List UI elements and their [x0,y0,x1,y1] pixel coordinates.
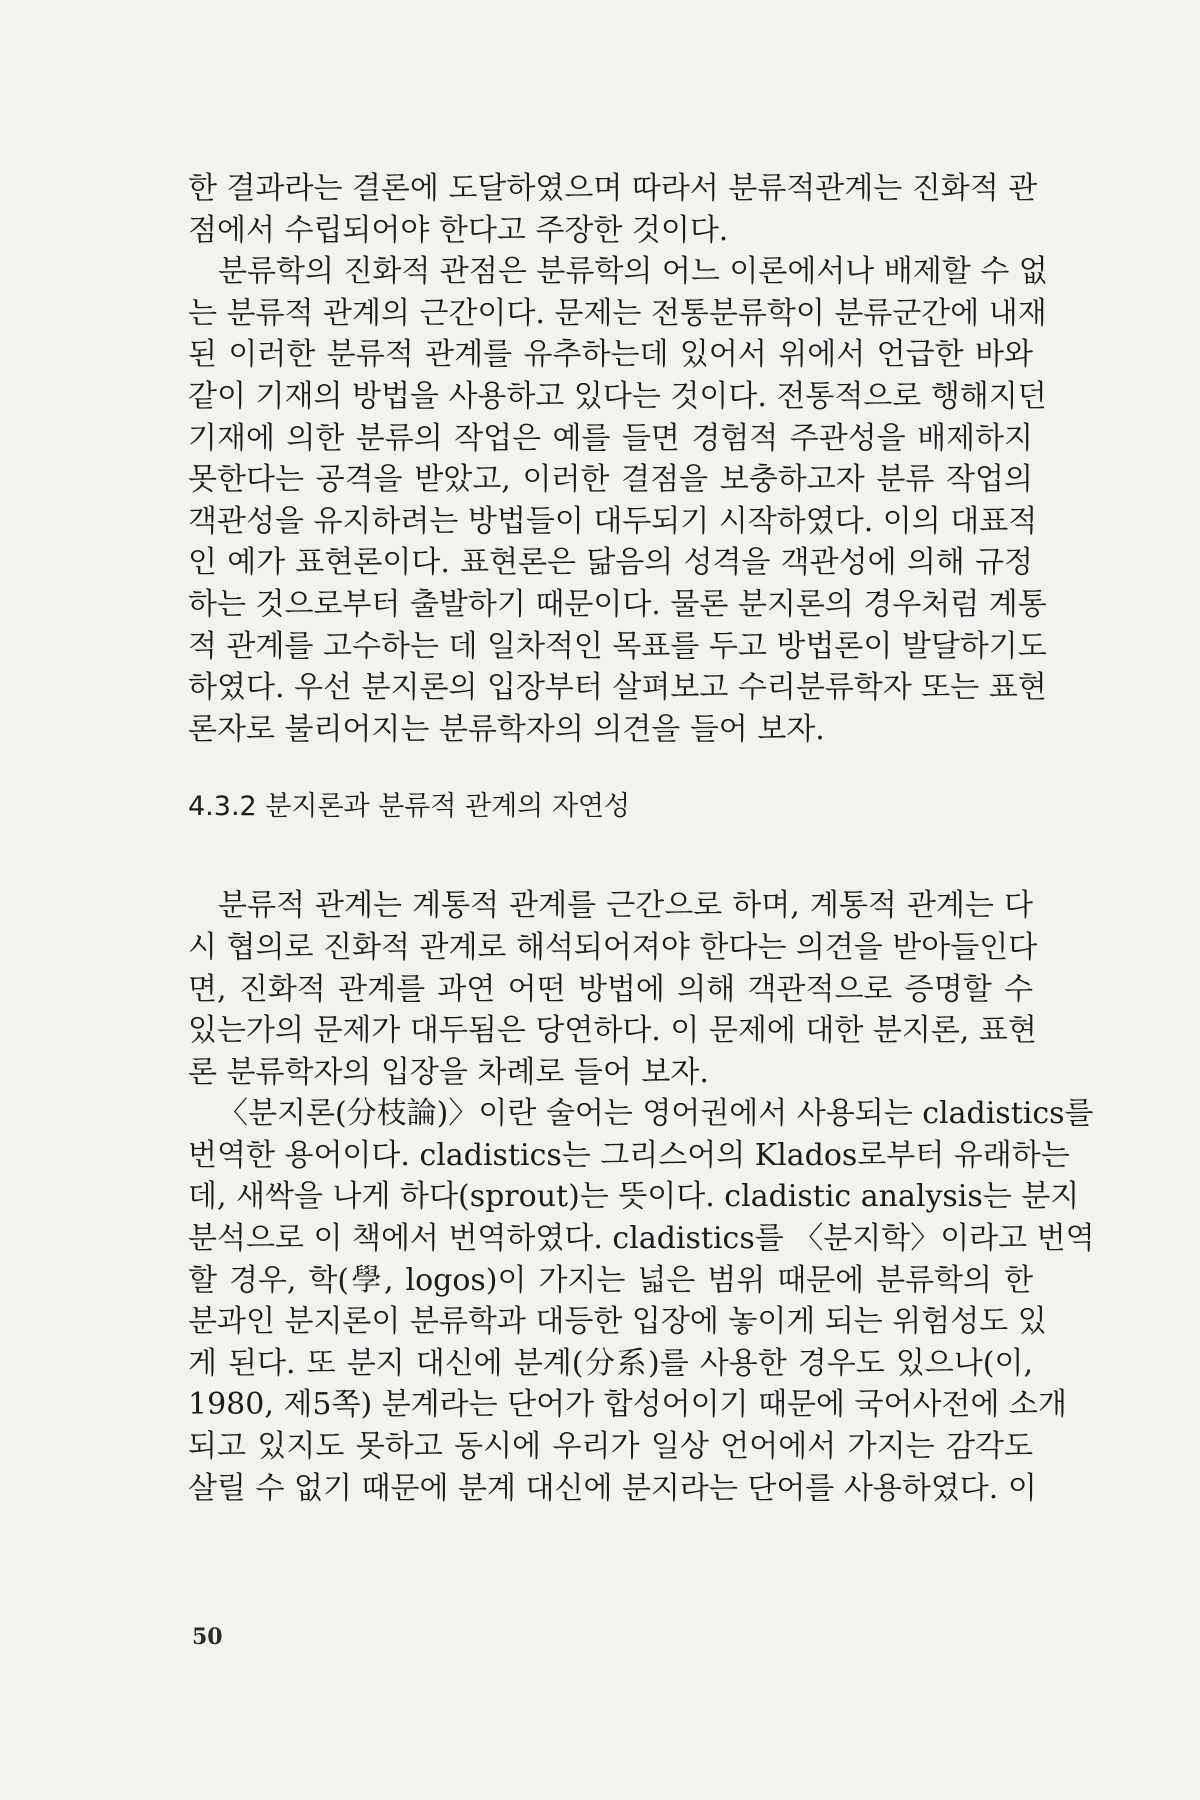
text-line: 데, 새싹을 나게 하다(sprout)는 뜻이다. cladistic analysis는 분지 [188,1179,1080,1215]
text-line: 시 협의로 진화적 관계로 해석되어져야 한다는 의견을 받아들인다 [188,929,1038,965]
text-line: 객관성을 유지하려는 방법들이 대두되기 시작하였다. 이의 대표적 [188,503,1038,539]
text-line: 할 경우, 학(學, logos)이 가지는 넓은 범위 때문에 분류학의 한 [188,1262,1033,1298]
text-line: 적 관계를 고수하는 데 일차적인 목표를 두고 방법론이 발달하기도 [188,628,1047,664]
paragraph [188,168,1038,251]
text-line: 1980, 제5쪽) 분계라는 단어가 합성어이기 때문에 국어사전에 소개 [188,1387,1067,1423]
text-line: 한 결과라는 결론에 도달하였으며 따라서 분류적관계는 진화적 관 [188,171,1038,206]
text-line: 되고 있지도 못하고 동시에 우리가 일상 언어에서 가지는 감각도 [188,1429,1033,1465]
text-line: 분석으로 이 책에서 번역하였다. cladistics를 〈분지학〉이라고 번역 [188,1221,1095,1257]
text-line: 게 된다. 또 분지 대신에 분계(分系)를 사용한 경우도 있으나(이, [188,1345,1033,1381]
text-line: 분과인 분지론이 분류학과 대등한 입장에 놓이게 되는 위험성도 있 [188,1304,1047,1340]
text-line: 있는가의 문제가 대두됨은 당연하다. 이 문제에 대한 분지론, 표현 [188,1013,1037,1049]
page-number: 50 [192,1624,223,1650]
text-line: 된 이러한 분류적 관계를 유추하는데 있어서 위에서 언급한 바와 [188,337,1033,373]
text-line: 기재에 의한 분류의 작업은 예를 들면 경험적 주관성을 배제하지 [188,420,1033,456]
text-line: 같이 기재의 방법을 사용하고 있다는 것이다. 전통적으로 행해지던 [188,378,1047,414]
paragraph [188,251,1048,750]
text-line: 번역한 용어이다. cladistics는 그리스어의 Klados로부터 유래하는 [188,1137,1070,1173]
text-line: 론 분류학자의 입장을 차례로 들어 보자. [188,1054,709,1090]
paragraph [188,885,1038,1093]
text-line: 분류학의 진화적 관점은 분류학의 어느 이론에서나 배제할 수 없 [218,254,1048,290]
section-heading: 4.3.2 분지론과 분류적 관계의 자연성 [188,791,631,823]
text-line: 못한다는 공격을 받았고, 이러한 결점을 보충하고자 분류 작업의 [188,462,1033,498]
text-line: 살릴 수 없기 때문에 분계 대신에 분지라는 단어를 사용하였다. 이 [188,1470,1037,1506]
page-body [188,168,1095,1509]
text-line: 분류적 관계는 계통적 관계를 근간으로 하며, 계통적 관계는 다 [218,888,1033,924]
text-line: 는 분류적 관계의 근간이다. 문제는 전통분류학이 분류군간에 내재 [188,295,1047,331]
paragraph [188,1093,1095,1509]
text-line: 하였다. 우선 분지론의 입장부터 살펴보고 수리분류학자 또는 표현 [188,670,1047,706]
text-line: 하는 것으로부터 출발하기 때문이다. 물론 분지론의 경우처럼 계통 [188,586,1047,622]
text-line: 면, 진화적 관계를 과연 어떤 방법에 의해 객관적으로 증명할 수 [188,971,1033,1007]
text-line: 점에서 수립되어야 한다고 주장한 것이다. [188,212,729,248]
text-line: 〈분지론(分枝論)〉이란 술어는 영어권에서 사용되는 cladistics를 [218,1096,1094,1132]
text-line: 인 예가 표현론이다. 표현론은 닮음의 성격을 객관성에 의해 규정 [188,545,1033,581]
text-line: 론자로 불리어지는 분류학자의 의견을 들어 보자. [188,711,825,747]
